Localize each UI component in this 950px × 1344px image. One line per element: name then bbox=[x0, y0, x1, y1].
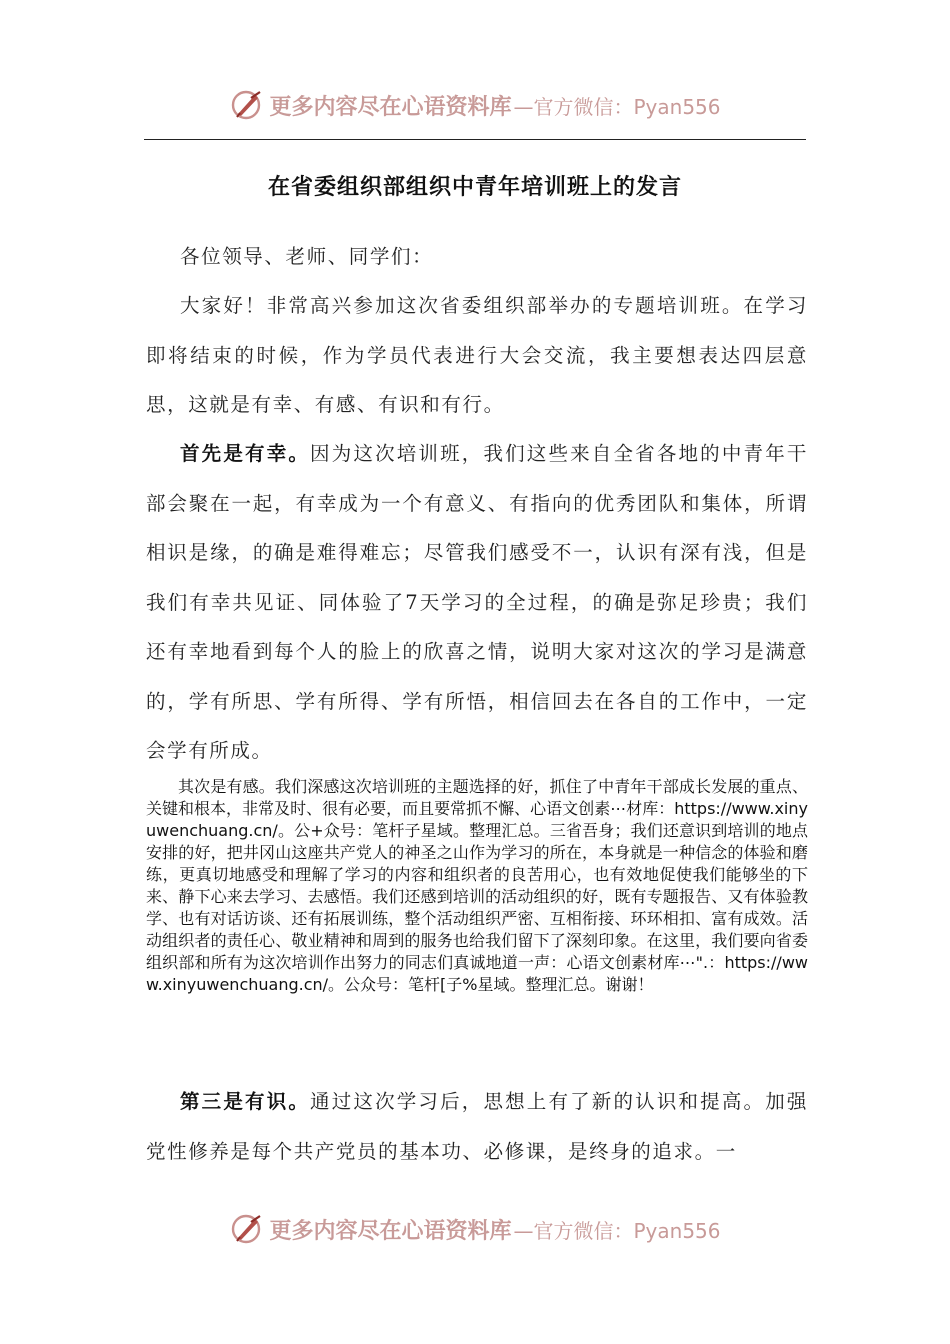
watermark-brand-text: 更多内容尽在心语资料库 bbox=[269, 1217, 512, 1244]
salutation-text: 各位领导、老师、同学们： bbox=[180, 245, 434, 268]
first-point-heading: 首先是有幸。 bbox=[180, 442, 311, 465]
first-point-text: 因为这次培训班，我们这些来自全省各地的中青年干部会聚在一起，有幸成为一个有意义、有指向的优秀团队和集体，所谓相识是缘，的确是难得难忘；尽管我们感受不一，认识有深有浅，但是我们有幸共见证、同体验了7天学习的全过程，的确是弥足珍贵；我们还有幸地看到每个人的脸上的欣喜之情，说明大家对这次的学习是满意的，学有所思、学有所得、学有所悟，相信回去在各自的工作中，一定会学有所成。 bbox=[146, 442, 808, 762]
third-point-text: 通过这次学习后，思想上有了新的认识和提高。加强党性修养是每个共产党员的基本功、必修课，是终身的追求。一 bbox=[146, 1090, 808, 1163]
watermark-contact-text: —官方微信：Pyan556 bbox=[513, 1218, 721, 1243]
third-point-heading: 第三是有识。 bbox=[180, 1090, 311, 1113]
watermark-brand-text: 更多内容尽在心语资料库 bbox=[269, 93, 512, 120]
quill-logo-icon bbox=[229, 87, 265, 123]
footer-watermark-banner bbox=[0, 1206, 950, 1252]
watermark-contact-text: —官方微信：Pyan556 bbox=[513, 94, 721, 119]
first-point-paragraph bbox=[146, 429, 808, 776]
second-point-paragraph bbox=[146, 776, 808, 996]
header-divider bbox=[144, 139, 806, 140]
document-title: 在省委组织部组织中青年培训班上的发言 bbox=[267, 175, 682, 200]
third-point-paragraph bbox=[146, 1077, 808, 1176]
second-point-text: 其次是有感。我们深感这次培训班的主题选择的好，抓住了中青年干部成长发展的重点、关键和根本，非常及时、很有必要，而且要常抓不懈、心语文创素⋯材库：https://www.xinyuwenchuang.cn/。公+众号：笔杆子星域。整理汇总。三省吾身；我们还意识到培训的地点安排的好，把井冈山这座共产党人的神圣之山作为学习的所在，本身就是一种信念的体验和磨练，更真切地感受和理解了学习的内容和组织者的良苦用心，也有效地促使我们能够坐的下来、静下心来去学习、去感悟。我们还感到培训的活动组织的好，既有专题报告、又有体验教学、也有对话访谈、还有拓展训练，整个活动组织严密、互相衔接、环环相扣、富有成效。活动组织者的责任心、敬业精神和周到的服务也给我们留下了深刻印象。在这里，我们要向省委组织部和所有为这次培训作出努力的同志们真诚地道一声：心语文创素材库⋯".：https://www.xinyuwenchuang.cn/。公众号：笔杆[子%星域。整理汇总。谢谢！ bbox=[146, 777, 808, 994]
intro-paragraph bbox=[146, 281, 808, 430]
quill-logo-icon bbox=[229, 1211, 265, 1247]
header-watermark-banner bbox=[0, 82, 950, 128]
intro-text: 大家好！非常高兴参加这次省委组织部举办的专题培训班。在学习即将结束的时候，作为学员代表进行大会交流，我主要想表达四层意思，这就是有幸、有感、有识和有行。 bbox=[146, 294, 808, 416]
salutation-paragraph bbox=[146, 232, 808, 282]
